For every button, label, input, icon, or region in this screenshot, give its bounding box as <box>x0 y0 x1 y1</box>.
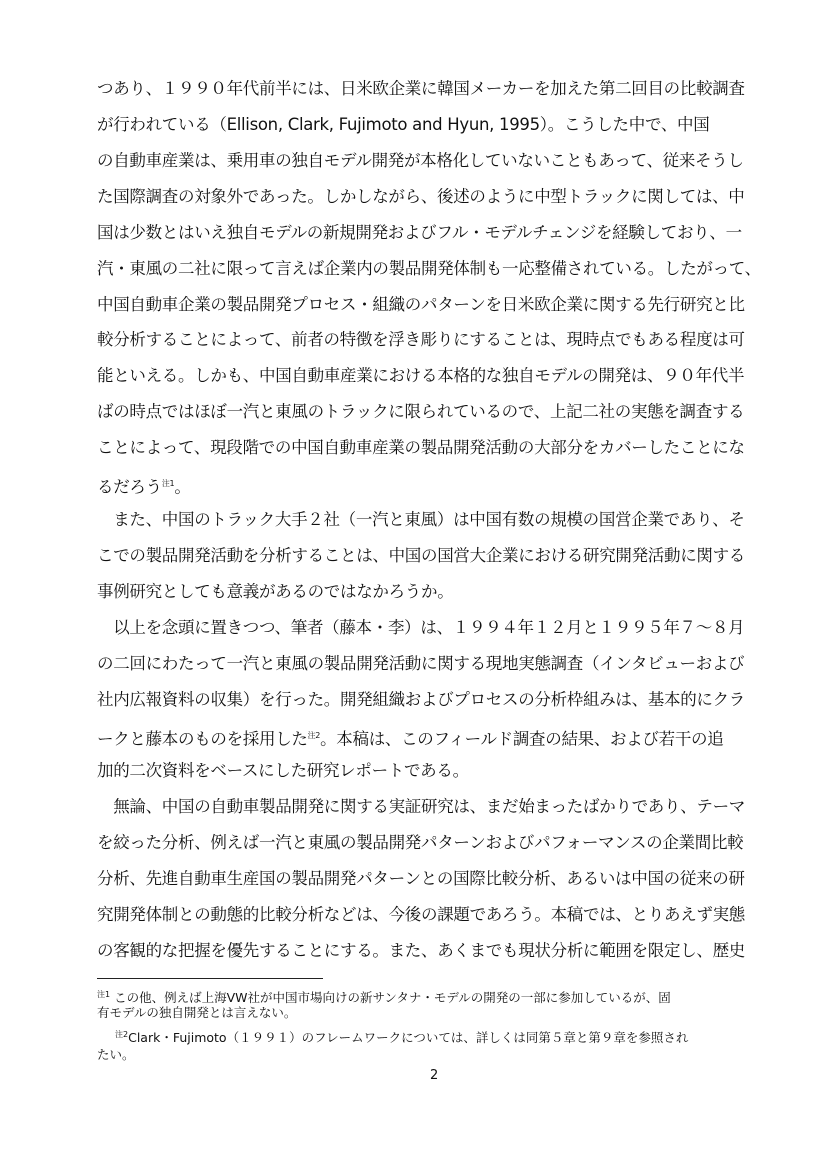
text-line: つあり、１９９０年代前半には、日米欧企業に韓国メーカーを加えた第二回目の比較調査 <box>97 79 745 98</box>
text-line: 社内広報資料の収集）を行った。開発組織およびプロセスの分析枠組みは、基本的にクラ <box>97 690 746 709</box>
text-line: 究開発体制との動態的比較分析などは、今後の課題であろう。本稿では、とりあえず実態 <box>97 905 746 924</box>
text-fragment: ークと藤本のものを採用した <box>97 729 308 749</box>
text-line: 能といえる。しかも、中国自動車産業における本格的な独自モデルの開発は、９０年代半 <box>97 366 745 385</box>
text-fragment: るだろう <box>97 477 162 497</box>
page-number: 2 <box>430 1068 439 1083</box>
footnote-ref-1: 注1 <box>161 479 175 488</box>
text-line: 国は少数とはいえ独自モデルの新規開発およびフル・モデルチェンジを経験しており、一 <box>97 223 742 242</box>
text-line: 中国自動車企業の製品開発プロセス・組織のパターンを日米欧企業に関する先行研究と比 <box>97 295 745 314</box>
footnote-2-cont: たい。 <box>97 1047 135 1062</box>
text-line: の客観的な把握を優先することにする。また、あくまでも現状分析に範囲を限定し、歴史 <box>97 941 746 960</box>
text-line: を絞った分析、例えば一汽と東風の製品開発パターンおよびパフォーマンスの企業間比較 <box>97 833 744 852</box>
text-line: 汽・東風の二社に限って言えば企業内の製品開発体制も一応整備されている。したがって、 <box>97 259 761 278</box>
footnote-2 <box>115 1026 795 1047</box>
text-line: 較分析することによって、前者の特徴を浮き彫りにすることは、現時点でもある程度は可 <box>97 330 745 349</box>
footnote-label: 注1 <box>97 990 111 999</box>
text-line: 無論、中国の自動車製品開発に関する実証研究は、まだ始まったばかりであり、テーマ <box>97 797 746 816</box>
text-line: た国際調査の対象外であった。しかしながら、後述のように中型トラックに関しては、中 <box>97 187 745 206</box>
text-line <box>97 725 777 751</box>
text-line: 事例研究としても意義があるのではなかろうか。 <box>97 582 454 601</box>
text-fragment: 。 <box>174 477 191 497</box>
text-fragment: 。本稿は、このフィールド調査の結果、および若干の追 <box>320 729 724 749</box>
text-line: ばの時点ではほぼ一汽と東風のトラックに限られているので、上記二社の実態を調査する <box>97 402 745 421</box>
text-line: ことによって、現段階での中国自動車産業の製品開発活動の大部分をカバーしたことにな <box>97 438 745 457</box>
text-line: こでの製品開発活動を分析することは、中国の国営大企業における研究開発活動に関する <box>97 546 746 565</box>
footnote-divider <box>97 978 323 979</box>
text-line: また、中国のトラック大手２社（一汽と東風）は中国有数の規模の国営企業であり、そ <box>97 510 745 529</box>
footnote-1-cont: 有モデルの独自開発とは言えない。 <box>97 1005 297 1020</box>
footnote-text: Clark・Fujimoto（１９９１）のフレームワークについては、詳しくは同第５章と第９章を参照され <box>128 1030 689 1046</box>
text-line <box>97 473 777 499</box>
text-line: の二回にわたって一汽と東風の製品開発活動に関する現地実態調査（インタビューおよび <box>97 654 745 673</box>
footnote-text: この他、例えば上海VW社が中国市場向けの新サンタナ・モデルの開発の一部に参加しているが、固 <box>114 990 671 1006</box>
text-line: 以上を念頭に置きつつ、筆者（藤本・李）は、１９９４年１２月と１９９５年７～８月 <box>97 618 745 637</box>
text-line: の自動車産業は、乗用車の独自モデル開発が本格化していないこともあって、従来そうし <box>97 151 744 170</box>
footnote-ref-2: 注2 <box>307 731 321 740</box>
text-line: が行われている（Ellison, Clark, Fujimoto and Hyun, 1995）。こうした中で、中国 <box>97 115 710 134</box>
text-line: 加的二次資料をベースにした研究レポートである。 <box>97 761 469 780</box>
text-line: 分析、先進自動車生産国の製品開発パターンとの国際比較分析、あるいは中国の従来の研 <box>97 869 745 888</box>
footnote-label: 注2 <box>115 1030 129 1039</box>
